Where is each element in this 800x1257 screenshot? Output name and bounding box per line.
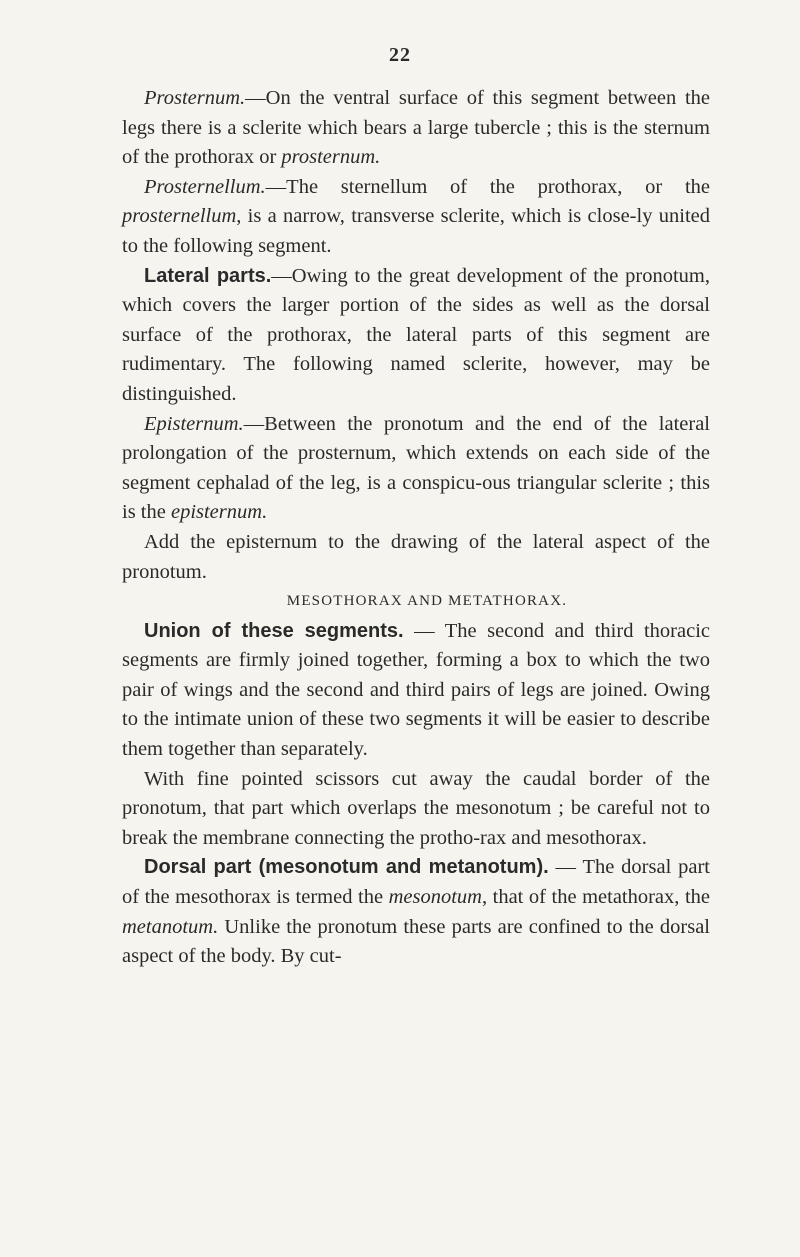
page-number: 22 xyxy=(389,44,411,66)
paragraph-text: — The dorsal part of the mesothorax is termed the xyxy=(122,856,710,909)
term-metanotum: metanotum. xyxy=(122,915,219,938)
paragraph-text: —Owing to the great development of the pronotum, which covers the larger portion of the sides as well as the dorsal surface of the prothorax, the lateral parts of this segment are rudimentary. The following named sclerite, however, may be distinguished. xyxy=(122,264,710,405)
term-prosternum-inline: prosternum. xyxy=(281,146,381,169)
paragraph-union xyxy=(122,617,710,765)
term-episternum: Episternum. xyxy=(144,412,244,435)
paragraph-dorsal-part xyxy=(122,853,710,971)
paragraph-lateral-parts xyxy=(122,262,710,410)
heading-lateral-parts: Lateral parts. xyxy=(144,264,272,287)
paragraph-prosternum xyxy=(122,84,710,173)
paragraph-scissors: With fine pointed scissors cut away the caudal border of the pronotum, that part which overlaps the mesonotum ; be careful not to break the membrane connecting the protho-rax and mesothorax. xyxy=(122,767,710,849)
paragraph-text: , is a narrow, transverse sclerite, which is close-ly united to the following segment. xyxy=(122,205,710,257)
paragraph-text: —Between the pronotum and the end of the lateral prolongation of the prosternum, which extends on each side of the segment cephalad of the leg, is a conspicu-ous triangular sclerite ; this is the xyxy=(122,412,710,524)
paragraph-episternum xyxy=(122,410,710,528)
section-heading: MESOTHORAX AND METATHORAX. xyxy=(286,593,568,610)
page-body xyxy=(122,84,710,972)
paragraph-text: —On the ventral surface of this segment between the legs there is a sclerite which bears a large tubercle ; this is the sternum of the prothorax or xyxy=(122,87,710,169)
term-prosternellum-inline: prosternellum xyxy=(122,205,237,228)
heading-union: Union of these segments. xyxy=(144,619,404,642)
term-prosternum: Prosternum. xyxy=(144,87,246,109)
paragraph-text: —The sternellum of the prothorax, or the xyxy=(265,175,710,198)
term-prosternellum: Prosternellum. xyxy=(144,175,266,198)
paragraph-instruction: Add the episternum to the drawing of the lateral aspect of the pronotum. xyxy=(122,530,710,583)
term-episternum-inline: episternum. xyxy=(170,501,268,524)
paragraph-text: Unlike the pronotum these parts are confined to the dorsal aspect of the body. By cut- xyxy=(122,915,710,968)
term-mesonotum: mesonotum xyxy=(388,886,482,909)
paragraph-text: — The second and third thoracic segments are firmly joined together, forming a box to which the two pair of wings and the second and third pairs of legs are joined. Owing to the intimate union of these two segments it will be easier to describe them together than separately. xyxy=(122,619,710,761)
paragraph-text: , that of the metathorax, the xyxy=(481,886,710,909)
paragraph-prosternellum xyxy=(122,173,710,262)
heading-dorsal-part: Dorsal part (mesonotum and metanotum). xyxy=(144,856,549,879)
